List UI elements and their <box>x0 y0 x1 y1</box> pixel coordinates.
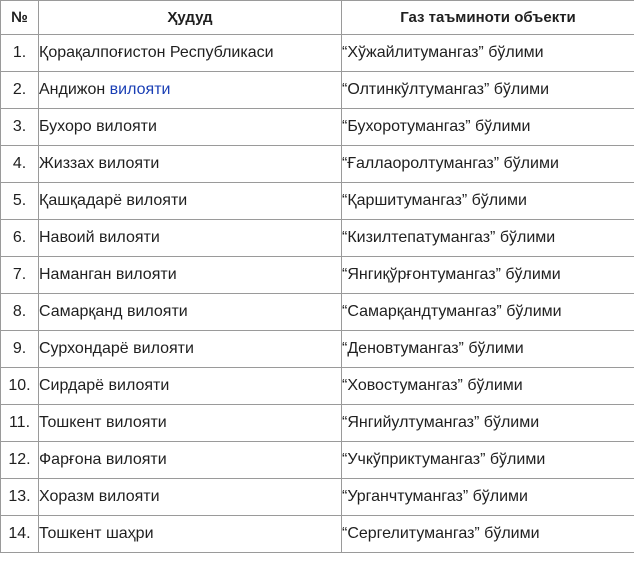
gas-object-cell: “Янгийултумангаз” бўлими <box>342 405 634 442</box>
row-number: 9. <box>1 331 39 368</box>
row-number: 2. <box>1 72 39 109</box>
table-row <box>1 72 634 109</box>
region-cell: Наманган вилояти <box>39 257 342 294</box>
table-row <box>1 35 634 72</box>
table-row <box>1 109 634 146</box>
region-cell: Қорақалпоғистон Республикаси <box>39 35 342 72</box>
region-name: Андижон <box>39 81 110 98</box>
region-cell: Самарқанд вилояти <box>39 294 342 331</box>
row-number: 3. <box>1 109 39 146</box>
region-cell: Тошкент шаҳри <box>39 516 342 553</box>
gas-object-cell: “Хўжайлитумангаз” бўлими <box>342 35 634 72</box>
row-number: 10. <box>1 368 39 405</box>
row-number: 6. <box>1 220 39 257</box>
table-row <box>1 183 634 220</box>
region-cell: Фарғона вилояти <box>39 442 342 479</box>
region-cell: Тошкент вилояти <box>39 405 342 442</box>
gas-object-cell: “Янгиқўрғонтумангаз” бўлими <box>342 257 634 294</box>
column-header-gas-object: Газ таъминоти объекти <box>342 1 634 35</box>
column-header-region: Ҳудуд <box>39 1 342 35</box>
gas-object-cell: “Қаршитумангаз” бўлими <box>342 183 634 220</box>
row-number: 1. <box>1 35 39 72</box>
table-header-row <box>1 1 634 35</box>
table-row <box>1 146 634 183</box>
region-cell: Жиззах вилояти <box>39 146 342 183</box>
row-number: 4. <box>1 146 39 183</box>
row-number: 5. <box>1 183 39 220</box>
table-row <box>1 368 634 405</box>
region-link[interactable]: вилояти <box>109 81 171 98</box>
region-cell: Сурхондарё вилояти <box>39 331 342 368</box>
row-number: 12. <box>1 442 39 479</box>
gas-object-cell: “Олтинкўлтумангаз” бўлими <box>342 72 634 109</box>
gas-object-cell: “Учкўприктумангаз” бўлими <box>342 442 634 479</box>
region-cell: Навоий вилояти <box>39 220 342 257</box>
row-number: 14. <box>1 516 39 553</box>
table-row <box>1 479 634 516</box>
table-row <box>1 516 634 553</box>
region-cell: Қашқадарё вилояти <box>39 183 342 220</box>
table-row <box>1 220 634 257</box>
gas-object-cell: “Бухоротумангаз” бўлими <box>342 109 634 146</box>
gas-object-cell: “Деновтумангаз” бўлими <box>342 331 634 368</box>
region-cell: Хоразм вилояти <box>39 479 342 516</box>
row-number: 8. <box>1 294 39 331</box>
table-row <box>1 331 634 368</box>
gas-object-cell: “Ховостумангаз” бўлими <box>342 368 634 405</box>
table-row <box>1 405 634 442</box>
region-cell: Бухоро вилояти <box>39 109 342 146</box>
column-header-number: № <box>1 1 39 35</box>
row-number: 13. <box>1 479 39 516</box>
row-number: 7. <box>1 257 39 294</box>
gas-object-cell: “Кизилтепатумангаз” бўлими <box>342 220 634 257</box>
table-row <box>1 294 634 331</box>
table-row <box>1 257 634 294</box>
gas-object-cell: “Ғаллаоролтумангаз” бўлими <box>342 146 634 183</box>
table-row <box>1 442 634 479</box>
region-cell: Сирдарё вилояти <box>39 368 342 405</box>
row-number: 11. <box>1 405 39 442</box>
region-cell <box>39 72 342 109</box>
gas-object-cell: “Урганчтумангаз” бўлими <box>342 479 634 516</box>
gas-object-cell: “Сергелитумангаз” бўлими <box>342 516 634 553</box>
gas-object-cell: “Самарқандтумангаз” бўлими <box>342 294 634 331</box>
